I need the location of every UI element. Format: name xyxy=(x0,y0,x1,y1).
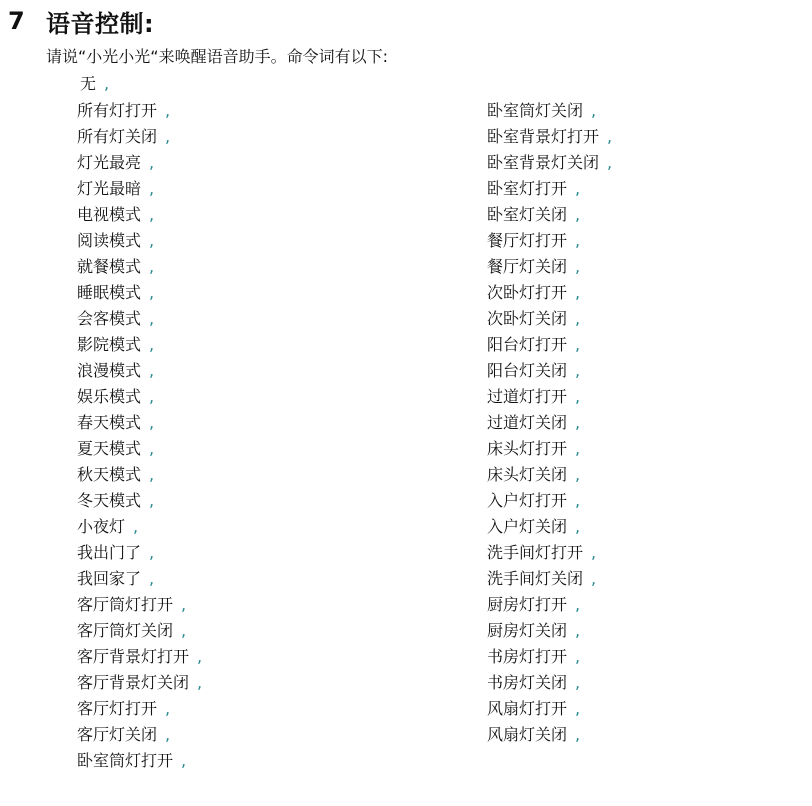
separator: , xyxy=(575,231,581,250)
command-item xyxy=(487,153,612,179)
command-item xyxy=(487,101,612,127)
separator: , xyxy=(149,491,155,510)
separator: , xyxy=(149,335,155,354)
command-item xyxy=(487,465,612,491)
command-item xyxy=(487,647,612,673)
none-item xyxy=(80,74,109,94)
separator: , xyxy=(149,257,155,276)
command-item xyxy=(487,179,612,205)
command-item xyxy=(487,387,612,413)
section-heading xyxy=(8,4,154,38)
separator: , xyxy=(149,309,155,328)
command-label: 我回家了 xyxy=(77,569,142,588)
separator: , xyxy=(575,283,581,302)
command-item xyxy=(77,361,202,387)
section-title: 语音控制: xyxy=(46,9,155,38)
command-label: 浪漫模式 xyxy=(77,361,142,380)
command-label: 客厅背景灯关闭 xyxy=(77,673,190,692)
command-item xyxy=(77,595,202,621)
command-label: 睡眠模式 xyxy=(77,283,142,302)
separator: , xyxy=(591,101,597,120)
separator: , xyxy=(575,647,581,666)
command-item xyxy=(487,413,612,439)
separator: , xyxy=(181,595,187,614)
separator: , xyxy=(104,74,110,93)
command-item xyxy=(77,543,202,569)
command-item xyxy=(487,283,612,309)
separator: , xyxy=(149,283,155,302)
command-item xyxy=(77,127,202,153)
command-item xyxy=(487,673,612,699)
separator: , xyxy=(149,205,155,224)
command-item xyxy=(487,231,612,257)
command-label: 卧室筒灯关闭 xyxy=(487,101,584,120)
command-label: 卧室背景灯关闭 xyxy=(487,153,600,172)
command-item xyxy=(77,283,202,309)
command-item xyxy=(487,439,612,465)
separator: , xyxy=(149,361,155,380)
command-item xyxy=(77,647,202,673)
separator: , xyxy=(181,621,187,640)
command-item xyxy=(487,569,612,595)
command-item xyxy=(77,725,202,751)
command-label: 洗手间灯打开 xyxy=(487,543,584,562)
command-label: 过道灯关闭 xyxy=(487,413,568,432)
separator: , xyxy=(575,673,581,692)
separator: , xyxy=(133,517,139,536)
command-item xyxy=(77,517,202,543)
command-item xyxy=(77,153,202,179)
command-item xyxy=(77,465,202,491)
command-item xyxy=(487,127,612,153)
separator: , xyxy=(575,309,581,328)
separator: , xyxy=(575,257,581,276)
command-item xyxy=(487,257,612,283)
command-label: 冬天模式 xyxy=(77,491,142,510)
section-number: 7 xyxy=(8,7,26,35)
command-label: 春天模式 xyxy=(77,413,142,432)
command-label: 卧室灯打开 xyxy=(487,179,568,198)
command-label: 就餐模式 xyxy=(77,257,142,276)
command-item xyxy=(487,361,612,387)
command-item xyxy=(77,205,202,231)
separator: , xyxy=(575,699,581,718)
command-label: 入户灯打开 xyxy=(487,491,568,510)
separator: , xyxy=(165,699,171,718)
command-label: 餐厅灯关闭 xyxy=(487,257,568,276)
command-item xyxy=(77,491,202,517)
separator: , xyxy=(607,127,613,146)
command-item xyxy=(77,621,202,647)
separator: , xyxy=(575,179,581,198)
command-item xyxy=(77,101,202,127)
command-item xyxy=(77,439,202,465)
separator: , xyxy=(575,413,581,432)
command-label: 客厅筒灯关闭 xyxy=(77,621,174,640)
command-item xyxy=(77,335,202,361)
command-label: 阅读模式 xyxy=(77,231,142,250)
command-label: 我出门了 xyxy=(77,543,142,562)
command-item xyxy=(77,231,202,257)
separator: , xyxy=(575,517,581,536)
command-item xyxy=(77,673,202,699)
command-label: 影院模式 xyxy=(77,335,142,354)
separator: , xyxy=(149,465,155,484)
command-label: 洗手间灯关闭 xyxy=(487,569,584,588)
command-label: 卧室筒灯打开 xyxy=(77,751,174,770)
command-label: 夏天模式 xyxy=(77,439,142,458)
separator: , xyxy=(591,569,597,588)
command-label: 秋天模式 xyxy=(77,465,142,484)
separator: , xyxy=(591,543,597,562)
command-label: 娱乐模式 xyxy=(77,387,142,406)
separator: , xyxy=(575,725,581,744)
command-item xyxy=(487,595,612,621)
command-label: 所有灯打开 xyxy=(77,101,158,120)
command-label: 厨房灯打开 xyxy=(487,595,568,614)
separator: , xyxy=(165,725,171,744)
separator: , xyxy=(149,413,155,432)
command-item xyxy=(487,621,612,647)
none-item-label: 无 xyxy=(80,74,97,93)
command-label: 餐厅灯打开 xyxy=(487,231,568,250)
command-item xyxy=(77,751,202,777)
command-label: 灯光最暗 xyxy=(77,179,142,198)
separator: , xyxy=(575,387,581,406)
separator: , xyxy=(575,621,581,640)
command-label: 厨房灯关闭 xyxy=(487,621,568,640)
command-label: 阳台灯打开 xyxy=(487,335,568,354)
command-item xyxy=(487,309,612,335)
command-label: 入户灯关闭 xyxy=(487,517,568,536)
command-item xyxy=(77,699,202,725)
separator: , xyxy=(575,465,581,484)
command-label: 床头灯关闭 xyxy=(487,465,568,484)
command-item xyxy=(77,179,202,205)
command-label: 书房灯关闭 xyxy=(487,673,568,692)
command-label: 小夜灯 xyxy=(77,517,126,536)
command-item xyxy=(487,725,612,751)
separator: , xyxy=(575,439,581,458)
separator: , xyxy=(149,439,155,458)
command-item xyxy=(487,699,612,725)
separator: , xyxy=(575,595,581,614)
separator: , xyxy=(149,231,155,250)
separator: , xyxy=(197,647,203,666)
separator: , xyxy=(575,335,581,354)
separator: , xyxy=(575,205,581,224)
command-label: 阳台灯关闭 xyxy=(487,361,568,380)
command-label: 床头灯打开 xyxy=(487,439,568,458)
command-label: 电视模式 xyxy=(77,205,142,224)
command-label: 卧室灯关闭 xyxy=(487,205,568,224)
command-label: 会客模式 xyxy=(77,309,142,328)
separator: , xyxy=(165,101,171,120)
command-label: 书房灯打开 xyxy=(487,647,568,666)
separator: , xyxy=(149,569,155,588)
command-label: 次卧灯关闭 xyxy=(487,309,568,328)
command-label: 所有灯关闭 xyxy=(77,127,158,146)
command-label: 客厅筒灯打开 xyxy=(77,595,174,614)
command-label: 客厅灯打开 xyxy=(77,699,158,718)
command-label: 过道灯打开 xyxy=(487,387,568,406)
command-label: 客厅灯关闭 xyxy=(77,725,158,744)
command-label: 风扇灯打开 xyxy=(487,699,568,718)
command-label: 灯光最亮 xyxy=(77,153,142,172)
command-label: 卧室背景灯打开 xyxy=(487,127,600,146)
command-item xyxy=(77,257,202,283)
separator: , xyxy=(197,673,203,692)
intro-text: 请说“小光小光“来唤醒语音助手。命令词有以下: xyxy=(46,47,388,66)
command-item xyxy=(487,205,612,231)
command-item xyxy=(77,413,202,439)
command-list-right xyxy=(487,101,612,751)
command-label: 客厅背景灯打开 xyxy=(77,647,190,666)
command-item xyxy=(77,569,202,595)
separator: , xyxy=(575,491,581,510)
command-item xyxy=(487,517,612,543)
separator: , xyxy=(149,543,155,562)
command-item xyxy=(487,543,612,569)
separator: , xyxy=(149,153,155,172)
separator: , xyxy=(165,127,171,146)
command-label: 风扇灯关闭 xyxy=(487,725,568,744)
command-item xyxy=(487,335,612,361)
separator: , xyxy=(149,179,155,198)
separator: , xyxy=(149,387,155,406)
command-item xyxy=(77,309,202,335)
separator: , xyxy=(575,361,581,380)
separator: , xyxy=(181,751,187,770)
command-label: 次卧灯打开 xyxy=(487,283,568,302)
separator: , xyxy=(607,153,613,172)
command-item xyxy=(77,387,202,413)
command-list-left xyxy=(77,101,202,777)
command-item xyxy=(487,491,612,517)
